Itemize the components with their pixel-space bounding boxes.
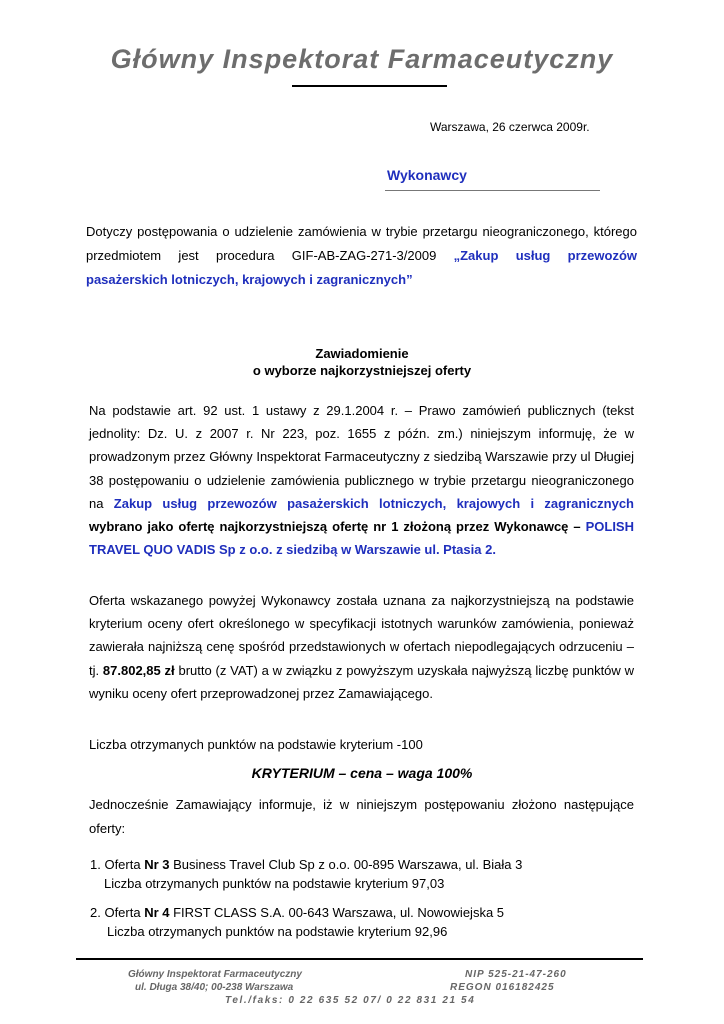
offer-title (90, 903, 504, 922)
winner-name: POLISH TRAVEL QUO VADIS Sp z o.o. z siedzibą w Warszawie ul. Ptasia 2. (89, 519, 634, 558)
subject-paragraph (86, 220, 637, 292)
subject-text: Dotyczy postępowania o udzielenie zamówienia w trybie przetargu nieograniczonego, którego przedmiotem jest procedura GIF-AB-ZAG-271-3/2009 (86, 224, 637, 263)
notice-subtitle: o wyborze najkorzystniejszej oferty (252, 363, 472, 378)
footer-address: ul. Długa 38/40; 00-238 Warszawa (135, 982, 294, 993)
other-offers-intro: Jednocześnie Zamawiający informuje, iż w niniejszym postępowaniu złożono następujące oferty: (89, 797, 634, 836)
decision-intro: Na podstawie art. 92 ust. 1 ustawy z 29.1.2004 r. – Prawo zamówień publicznych (tekst jednolity: Dz. U. z 2007 r. Nr 223, poz. 1655 z późn. zm.) niniejszym informuję, że w prowadzonym przez Główny Inspektorat Farmaceutyczny z siedzibą Warszawie przy ul Długiej 38 postępowaniu o udzielenie zamówienia publicznego w trybie przetargu nieograniczonego na (89, 403, 634, 511)
justification-text-2: brutto (z VAT) a w związku z powyższym uzyskała najwyższą liczbę punktów w wyniku oceny ofert przeprowadzonej przez Zamawiającego. (89, 662, 634, 701)
offer-prefix: 2. Oferta (90, 905, 145, 920)
offer-prefix: 1. Oferta (90, 857, 145, 872)
header-divider (292, 85, 447, 87)
footer-regon: REGON 016182425 (450, 982, 555, 993)
offer-points: Liczba otrzymanych punktów na podstawie kryterium 92,96 (107, 924, 448, 939)
footer-org: Główny Inspektorat Farmaceutyczny (128, 969, 302, 980)
decision-subject: Zakup usług przewozów pasażerskich lotniczych, krajowych i zagranicznych (113, 495, 635, 511)
document-header-title: Główny Inspektorat Farmaceutyczny (110, 44, 614, 74)
offer-item (90, 855, 522, 893)
footer-nip: NIP 525-21-47-260 (465, 969, 567, 980)
document-date: Warszawa, 26 czerwca 2009r. (430, 120, 590, 134)
offer-number: Nr 4 (144, 905, 170, 920)
decision-chosen: wybrano jako ofertę najkorzystniejszą ofertę nr 1 złożoną przez Wykonawcę – (89, 519, 586, 535)
footer-divider (76, 958, 643, 960)
justification-text-1: Oferta wskazanego powyżej Wykonawcy została uznana za najkorzystniejszą na podstawie kryterium oceny ofert określonego w specyfikacji istotnych warunków zamówienia, ponieważ zawierała najniższą cenę spośród przedstawionych w ofertach niepodlegających odrzuceniu – tj. (89, 593, 634, 678)
recipient: Wykonawcy (387, 167, 467, 183)
footer-phone: Tel./faks: 0 22 635 52 07/ 0 22 831 21 54 (225, 995, 476, 1006)
offer-number: Nr 3 (144, 857, 170, 872)
offer-title (90, 855, 522, 874)
subject-highlight: „Zakup usług przewozów pasażerskich lotniczych, krajowych i zagranicznych” (86, 248, 637, 287)
offer-item (90, 903, 504, 941)
offer-company: FIRST CLASS S.A. 00-643 Warszawa, ul. Nowowiejska 5 (169, 905, 505, 920)
winning-price: 87.802,85 zł (102, 662, 175, 678)
criterion-heading: KRYTERIUM – cena – waga 100% (251, 765, 473, 781)
decision-paragraph (89, 399, 634, 561)
winner-points: Liczba otrzymanych punktów na podstawie kryterium -100 (89, 737, 423, 752)
justification-paragraph (89, 589, 634, 705)
notice-title: Zawiadomienie (315, 346, 409, 361)
recipient-underline (385, 190, 600, 191)
offer-points: Liczba otrzymanych punktów na podstawie kryterium 97,03 (104, 876, 445, 891)
offer-company: Business Travel Club Sp z o.o. 00-895 Warszawa, ul. Biała 3 (169, 857, 523, 872)
